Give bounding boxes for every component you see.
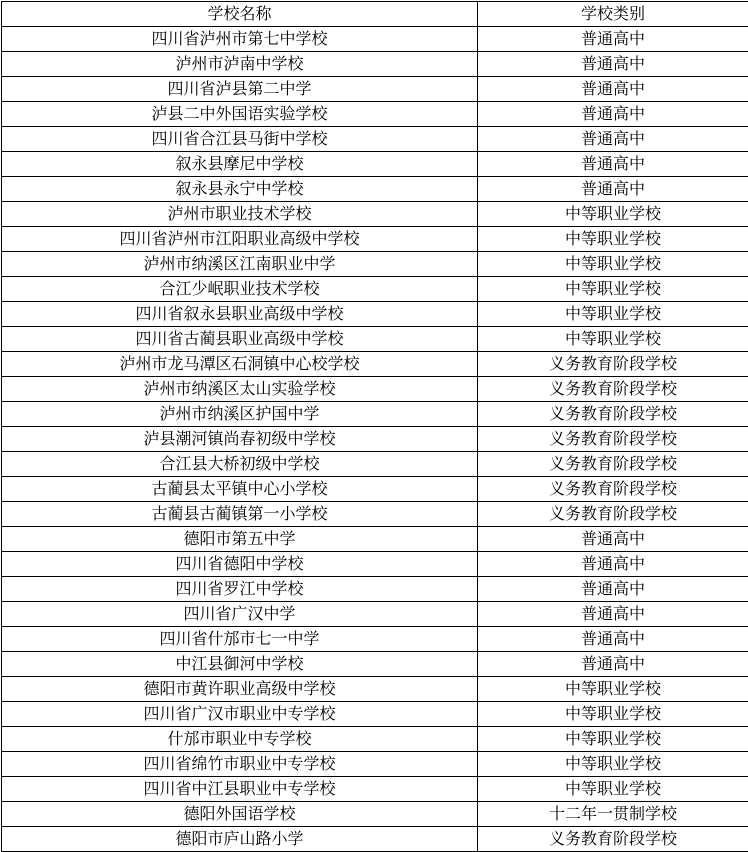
school-type-cell: 义务教育阶段学校 <box>478 377 748 402</box>
school-type-cell: 中等职业学校 <box>478 302 748 327</box>
school-type-cell: 普通高中 <box>478 127 748 152</box>
school-type-cell: 普通高中 <box>478 627 748 652</box>
school-type-cell: 中等职业学校 <box>478 277 748 302</box>
school-type-cell: 普通高中 <box>478 652 748 677</box>
table-row <box>2 702 748 727</box>
school-name-cell: 四川省罗江中学校 <box>2 577 478 602</box>
school-name-cell: 德阳外国语学校 <box>2 802 478 827</box>
table-row <box>2 202 748 227</box>
table-body <box>2 27 748 852</box>
header-school-name: 学校名称 <box>2 2 478 27</box>
school-name-cell: 四川省中江县职业中专学校 <box>2 777 478 802</box>
school-name-cell: 什邡市职业中专学校 <box>2 727 478 752</box>
table-row <box>2 277 748 302</box>
table-row <box>2 302 748 327</box>
school-type-cell: 义务教育阶段学校 <box>478 502 748 527</box>
table-row <box>2 677 748 702</box>
school-type-cell: 十二年一贯制学校 <box>478 802 748 827</box>
school-name-cell: 四川省泸州市第七中学校 <box>2 27 478 52</box>
school-type-cell: 普通高中 <box>478 527 748 552</box>
school-name-cell: 合江县大桥初级中学校 <box>2 452 478 477</box>
school-type-cell: 中等职业学校 <box>478 777 748 802</box>
school-name-cell: 四川省泸州市江阳职业高级中学校 <box>2 227 478 252</box>
school-type-cell: 中等职业学校 <box>478 727 748 752</box>
school-name-cell: 四川省什邡市七一中学 <box>2 627 478 652</box>
school-name-cell: 泸州市泸南中学校 <box>2 52 478 77</box>
school-name-cell: 四川省合江县马街中学校 <box>2 127 478 152</box>
school-type-cell: 普通高中 <box>478 552 748 577</box>
school-type-cell: 义务教育阶段学校 <box>478 402 748 427</box>
table-row <box>2 402 748 427</box>
table-row <box>2 502 748 527</box>
school-name-cell: 德阳市第五中学 <box>2 527 478 552</box>
table-row <box>2 527 748 552</box>
school-type-cell: 义务教育阶段学校 <box>478 352 748 377</box>
school-name-cell: 叙永县永宁中学校 <box>2 177 478 202</box>
school-name-cell: 合江少岷职业技术学校 <box>2 277 478 302</box>
school-name-cell: 泸州市纳溪区太山实验学校 <box>2 377 478 402</box>
school-type-cell: 中等职业学校 <box>478 677 748 702</box>
header-school-type: 学校类别 <box>478 2 748 27</box>
school-type-cell: 义务教育阶段学校 <box>478 827 748 852</box>
school-type-cell: 普通高中 <box>478 577 748 602</box>
school-type-cell: 普通高中 <box>478 52 748 77</box>
school-type-cell: 义务教育阶段学校 <box>478 477 748 502</box>
school-name-cell: 叙永县摩尼中学校 <box>2 152 478 177</box>
table-row <box>2 802 748 827</box>
table-row <box>2 127 748 152</box>
school-type-cell: 中等职业学校 <box>478 227 748 252</box>
school-name-cell: 中江县御河中学校 <box>2 652 478 677</box>
table-row <box>2 777 748 802</box>
table-row <box>2 552 748 577</box>
school-name-cell: 古蔺县古蔺镇第一小学校 <box>2 502 478 527</box>
school-name-cell: 四川省德阳中学校 <box>2 552 478 577</box>
school-type-cell: 义务教育阶段学校 <box>478 452 748 477</box>
table-row <box>2 177 748 202</box>
school-name-cell: 四川省泸县第二中学 <box>2 77 478 102</box>
school-name-cell: 四川省广汉中学 <box>2 602 478 627</box>
table-row <box>2 377 748 402</box>
school-table <box>1 1 748 852</box>
table-row <box>2 602 748 627</box>
table-row <box>2 627 748 652</box>
school-name-cell: 泸州市龙马潭区石洞镇中心校学校 <box>2 352 478 377</box>
table-row <box>2 252 748 277</box>
table-row <box>2 52 748 77</box>
table-row <box>2 477 748 502</box>
school-name-cell: 四川省广汉市职业中专学校 <box>2 702 478 727</box>
school-type-cell: 普通高中 <box>478 602 748 627</box>
school-type-cell: 普通高中 <box>478 177 748 202</box>
table-row <box>2 152 748 177</box>
table-row <box>2 27 748 52</box>
table-row <box>2 452 748 477</box>
school-type-cell: 普通高中 <box>478 102 748 127</box>
school-name-cell: 德阳市黄许职业高级中学校 <box>2 677 478 702</box>
table-row <box>2 102 748 127</box>
table-row <box>2 652 748 677</box>
school-type-cell: 普通高中 <box>478 77 748 102</box>
school-type-cell: 中等职业学校 <box>478 752 748 777</box>
header-row <box>2 2 748 27</box>
school-type-cell: 中等职业学校 <box>478 202 748 227</box>
table-row <box>2 752 748 777</box>
table-row <box>2 77 748 102</box>
table-row <box>2 427 748 452</box>
school-name-cell: 泸县二中外国语实验学校 <box>2 102 478 127</box>
table-row <box>2 727 748 752</box>
school-name-cell: 泸州市职业技术学校 <box>2 202 478 227</box>
school-name-cell: 四川省绵竹市职业中专学校 <box>2 752 478 777</box>
table-row <box>2 227 748 252</box>
school-type-cell: 中等职业学校 <box>478 327 748 352</box>
table-row <box>2 327 748 352</box>
school-name-cell: 四川省叙永县职业高级中学校 <box>2 302 478 327</box>
table-row <box>2 577 748 602</box>
school-name-cell: 德阳市庐山路小学 <box>2 827 478 852</box>
school-type-cell: 义务教育阶段学校 <box>478 427 748 452</box>
school-name-cell: 四川省古蔺县职业高级中学校 <box>2 327 478 352</box>
school-type-cell: 普通高中 <box>478 27 748 52</box>
school-name-cell: 泸州市纳溪区江南职业中学 <box>2 252 478 277</box>
table-row <box>2 352 748 377</box>
school-name-cell: 泸州市纳溪区护国中学 <box>2 402 478 427</box>
school-type-cell: 中等职业学校 <box>478 252 748 277</box>
school-type-cell: 普通高中 <box>478 152 748 177</box>
school-type-cell: 中等职业学校 <box>478 702 748 727</box>
school-name-cell: 泸县潮河镇尚春初级中学校 <box>2 427 478 452</box>
school-name-cell: 古蔺县太平镇中心小学校 <box>2 477 478 502</box>
table-row <box>2 827 748 852</box>
